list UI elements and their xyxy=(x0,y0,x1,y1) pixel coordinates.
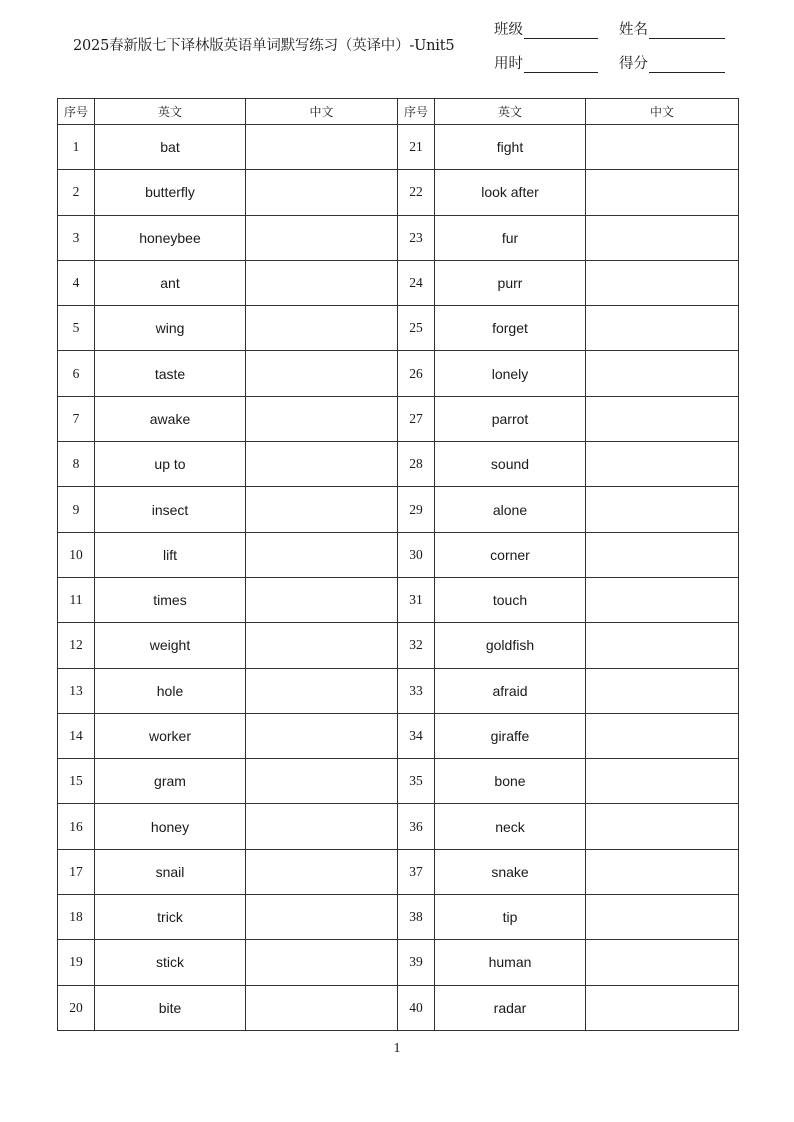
class-blank[interactable] xyxy=(524,22,598,39)
english-word-left: worker xyxy=(95,713,246,758)
row-number-right: 35 xyxy=(398,759,435,804)
english-word-left: times xyxy=(95,577,246,622)
table-row xyxy=(58,170,739,215)
english-word-right: fight xyxy=(435,125,586,170)
row-number-right: 32 xyxy=(398,623,435,668)
english-word-right: tip xyxy=(435,895,586,940)
english-word-left: ant xyxy=(95,260,246,305)
page-number: 1 xyxy=(393,1041,401,1056)
chinese-answer-right[interactable] xyxy=(586,306,739,351)
row-number-left: 9 xyxy=(58,487,95,532)
chinese-answer-right[interactable] xyxy=(586,215,739,260)
row-number-right: 40 xyxy=(398,985,435,1030)
row-number-right: 36 xyxy=(398,804,435,849)
row-number-left: 8 xyxy=(58,442,95,487)
english-word-right: corner xyxy=(435,532,586,577)
row-number-left: 7 xyxy=(58,396,95,441)
english-word-right: fur xyxy=(435,215,586,260)
english-word-right: human xyxy=(435,940,586,985)
chinese-answer-left[interactable] xyxy=(246,487,398,532)
english-word-right: parrot xyxy=(435,396,586,441)
time-blank[interactable] xyxy=(524,56,598,73)
chinese-answer-left[interactable] xyxy=(246,170,398,215)
chinese-answer-right[interactable] xyxy=(586,442,739,487)
english-word-right: neck xyxy=(435,804,586,849)
table-row xyxy=(58,849,739,894)
table-row xyxy=(58,306,739,351)
chinese-answer-left[interactable] xyxy=(246,351,398,396)
row-number-left: 13 xyxy=(58,668,95,713)
english-word-left: bite xyxy=(95,985,246,1030)
table-row xyxy=(58,577,739,622)
chinese-answer-left[interactable] xyxy=(246,759,398,804)
name-blank[interactable] xyxy=(649,22,725,39)
row-number-left: 15 xyxy=(58,759,95,804)
row-number-left: 4 xyxy=(58,260,95,305)
row-number-right: 22 xyxy=(398,170,435,215)
table-row xyxy=(58,940,739,985)
row-number-right: 31 xyxy=(398,577,435,622)
chinese-answer-left[interactable] xyxy=(246,940,398,985)
chinese-answer-right[interactable] xyxy=(586,895,739,940)
row-number-right: 21 xyxy=(398,125,435,170)
chinese-answer-right[interactable] xyxy=(586,351,739,396)
table-row xyxy=(58,532,739,577)
table-row xyxy=(58,215,739,260)
chinese-answer-right[interactable] xyxy=(586,713,739,758)
chinese-answer-right[interactable] xyxy=(586,577,739,622)
row-number-right: 29 xyxy=(398,487,435,532)
chinese-answer-right[interactable] xyxy=(586,623,739,668)
english-word-left: snail xyxy=(95,849,246,894)
table-row xyxy=(58,125,739,170)
row-number-left: 16 xyxy=(58,804,95,849)
table-row xyxy=(58,260,739,305)
row-number-right: 37 xyxy=(398,849,435,894)
row-number-right: 33 xyxy=(398,668,435,713)
table-row xyxy=(58,668,739,713)
header-number-left: 序号 xyxy=(58,99,95,125)
chinese-answer-left[interactable] xyxy=(246,804,398,849)
row-number-right: 27 xyxy=(398,396,435,441)
header-english-left: 英文 xyxy=(95,99,246,125)
english-word-right: look after xyxy=(435,170,586,215)
row-number-right: 24 xyxy=(398,260,435,305)
english-word-left: gram xyxy=(95,759,246,804)
english-word-left: wing xyxy=(95,306,246,351)
english-word-left: up to xyxy=(95,442,246,487)
table-header-row xyxy=(58,99,739,125)
row-number-right: 26 xyxy=(398,351,435,396)
row-number-right: 34 xyxy=(398,713,435,758)
english-word-left: weight xyxy=(95,623,246,668)
row-number-right: 39 xyxy=(398,940,435,985)
chinese-answer-left[interactable] xyxy=(246,125,398,170)
chinese-answer-left[interactable] xyxy=(246,849,398,894)
class-label: 班级 xyxy=(494,22,523,38)
header-number-right: 序号 xyxy=(398,99,435,125)
time-label: 用时 xyxy=(494,56,523,72)
english-word-right: sound xyxy=(435,442,586,487)
header-english-right: 英文 xyxy=(435,99,586,125)
worksheet-title: 2025春新版七下译林版英语单词默写练习（英译中）-Unit5 xyxy=(73,38,455,54)
chinese-answer-right[interactable] xyxy=(586,804,739,849)
english-word-right: forget xyxy=(435,306,586,351)
header-chinese-left: 中文 xyxy=(246,99,398,125)
chinese-answer-left[interactable] xyxy=(246,668,398,713)
name-field xyxy=(619,18,725,39)
chinese-answer-right[interactable] xyxy=(586,170,739,215)
row-number-right: 28 xyxy=(398,442,435,487)
chinese-answer-right[interactable] xyxy=(586,985,739,1030)
english-word-right: purr xyxy=(435,260,586,305)
english-word-right: touch xyxy=(435,577,586,622)
row-number-left: 19 xyxy=(58,940,95,985)
chinese-answer-right[interactable] xyxy=(586,487,739,532)
chinese-answer-left[interactable] xyxy=(246,713,398,758)
chinese-answer-right[interactable] xyxy=(586,849,739,894)
chinese-answer-left[interactable] xyxy=(246,260,398,305)
row-number-left: 20 xyxy=(58,985,95,1030)
english-word-left: honeybee xyxy=(95,215,246,260)
chinese-answer-left[interactable] xyxy=(246,306,398,351)
chinese-answer-left[interactable] xyxy=(246,623,398,668)
english-word-right: alone xyxy=(435,487,586,532)
row-number-left: 11 xyxy=(58,577,95,622)
score-blank[interactable] xyxy=(649,56,725,73)
english-word-right: afraid xyxy=(435,668,586,713)
table-row xyxy=(58,396,739,441)
table-row xyxy=(58,804,739,849)
english-word-left: insect xyxy=(95,487,246,532)
row-number-right: 30 xyxy=(398,532,435,577)
table-row xyxy=(58,351,739,396)
score-label: 得分 xyxy=(619,56,648,72)
name-label: 姓名 xyxy=(619,22,648,38)
english-word-left: trick xyxy=(95,895,246,940)
chinese-answer-left[interactable] xyxy=(246,577,398,622)
table-body xyxy=(58,125,739,1031)
table-row xyxy=(58,623,739,668)
row-number-right: 25 xyxy=(398,306,435,351)
time-field xyxy=(494,52,598,73)
row-number-left: 12 xyxy=(58,623,95,668)
row-number-right: 38 xyxy=(398,895,435,940)
chinese-answer-right[interactable] xyxy=(586,396,739,441)
english-word-left: awake xyxy=(95,396,246,441)
row-number-left: 1 xyxy=(58,125,95,170)
header-chinese-right: 中文 xyxy=(586,99,739,125)
english-word-left: stick xyxy=(95,940,246,985)
english-word-right: lonely xyxy=(435,351,586,396)
table-row xyxy=(58,713,739,758)
english-word-right: goldfish xyxy=(435,623,586,668)
english-word-right: bone xyxy=(435,759,586,804)
english-word-right: giraffe xyxy=(435,713,586,758)
table-row xyxy=(58,442,739,487)
score-field xyxy=(619,52,725,73)
english-word-right: radar xyxy=(435,985,586,1030)
row-number-left: 17 xyxy=(58,849,95,894)
row-number-left: 18 xyxy=(58,895,95,940)
english-word-left: hole xyxy=(95,668,246,713)
chinese-answer-right[interactable] xyxy=(586,759,739,804)
english-word-left: lift xyxy=(95,532,246,577)
row-number-left: 6 xyxy=(58,351,95,396)
chinese-answer-left[interactable] xyxy=(246,532,398,577)
chinese-answer-right[interactable] xyxy=(586,532,739,577)
row-number-left: 10 xyxy=(58,532,95,577)
chinese-answer-left[interactable] xyxy=(246,985,398,1030)
row-number-left: 5 xyxy=(58,306,95,351)
table-row xyxy=(58,759,739,804)
row-number-left: 3 xyxy=(58,215,95,260)
vocabulary-table xyxy=(57,98,739,1031)
chinese-answer-left[interactable] xyxy=(246,396,398,441)
table-row xyxy=(58,895,739,940)
english-word-left: bat xyxy=(95,125,246,170)
chinese-answer-right[interactable] xyxy=(586,940,739,985)
table-row xyxy=(58,487,739,532)
english-word-left: butterfly xyxy=(95,170,246,215)
chinese-answer-right[interactable] xyxy=(586,260,739,305)
chinese-answer-right[interactable] xyxy=(586,125,739,170)
english-word-left: honey xyxy=(95,804,246,849)
table-row xyxy=(58,985,739,1030)
worksheet-header xyxy=(0,0,794,90)
chinese-answer-left[interactable] xyxy=(246,215,398,260)
english-word-left: taste xyxy=(95,351,246,396)
row-number-left: 2 xyxy=(58,170,95,215)
chinese-answer-right[interactable] xyxy=(586,668,739,713)
row-number-right: 23 xyxy=(398,215,435,260)
chinese-answer-left[interactable] xyxy=(246,442,398,487)
row-number-left: 14 xyxy=(58,713,95,758)
class-field xyxy=(494,18,598,39)
english-word-right: snake xyxy=(435,849,586,894)
chinese-answer-left[interactable] xyxy=(246,895,398,940)
